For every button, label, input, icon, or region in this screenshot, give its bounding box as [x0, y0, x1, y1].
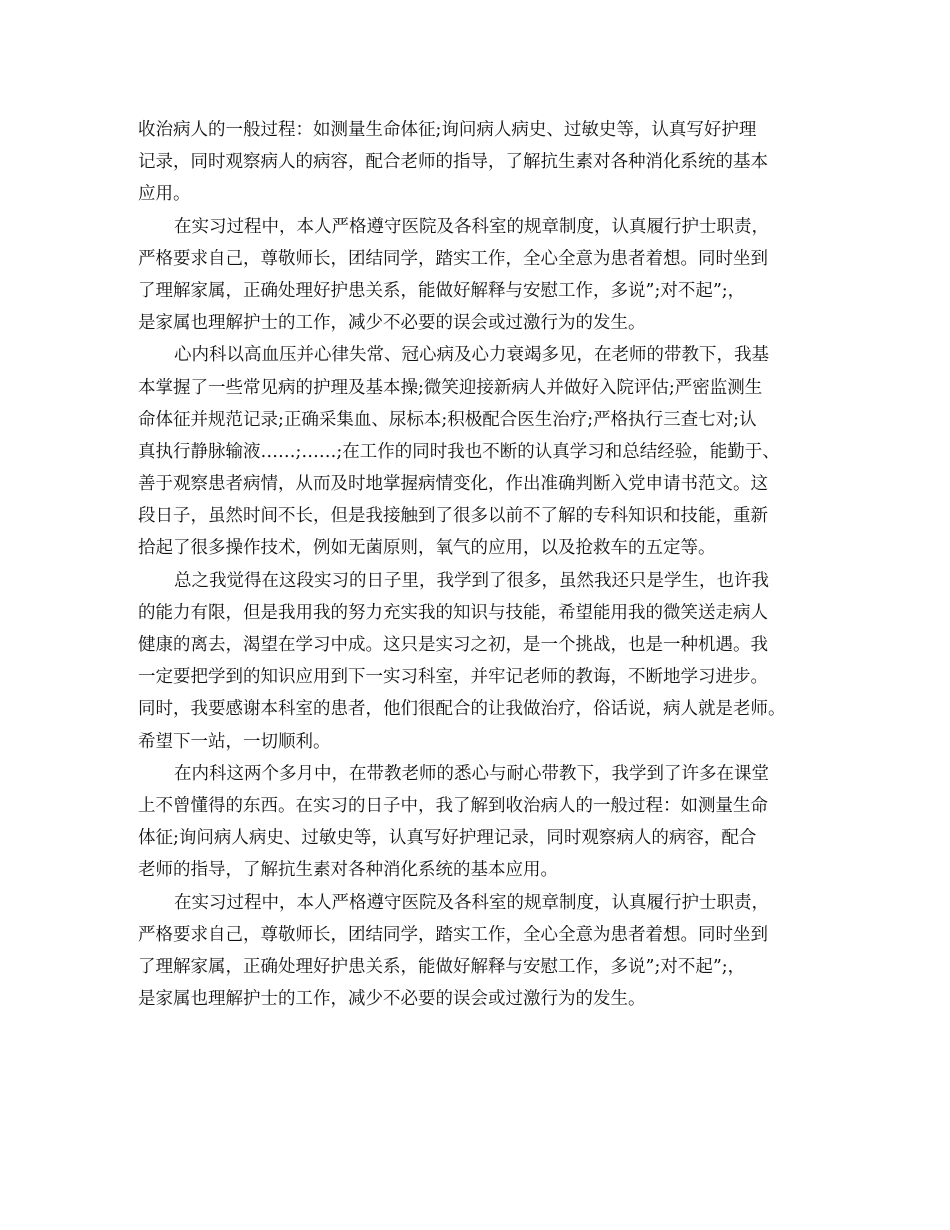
- text-line: 善于观察患者病情，从而及时地掌握病情变化，作出准确判断入党申请书范文。这: [138, 474, 768, 495]
- text-line: 心内科以高血压并心律失常、冠心病及心力衰竭多见，在老师的带教下，我基: [174, 345, 769, 366]
- text-line: 收治病人的一般过程：如测量生命体征;询问病人病史、过敏史等，认真写好护理: [138, 120, 757, 140]
- text-line: 在内科这两个多月中，在带教老师的悉心与耐心带教下，我学到了许多在课堂: [174, 763, 769, 784]
- text-line: 体征;询问病人病史、过敏史等，认真写好护理记录，同时观察病人的病容，配合: [138, 828, 757, 849]
- text-line: 在实习过程中，本人严格遵守医院及各科室的规章制度，认真履行护士职责，: [174, 892, 769, 913]
- text-line: 的能力有限，但是我用我的努力充实我的知识与技能，希望能用我的微笑送走病人: [138, 602, 768, 623]
- text-line: 上不曾懂得的东西。在实习的日子中，我了解到收治病人的一般过程：如测量生命: [138, 795, 768, 816]
- text-line: 记录，同时观察病人的病容，配合老师的指导，了解抗生素对各种消化系统的基本: [138, 152, 768, 173]
- text-line: 是家属也理解护士的工作，减少不必要的误会或过激行为的发生。: [138, 989, 646, 1010]
- text-line: 希望下一站，一切顺利。: [138, 731, 331, 752]
- text-line: 段日子，虽然时间不长，但是我接触到了很多以前不了解的专科知识和技能，重新: [138, 506, 768, 527]
- text-line: 应用。: [138, 184, 191, 205]
- text-line: 严格要求自己，尊敬师长，团结同学，踏实工作，全心全意为患者着想。同时坐到: [138, 924, 768, 945]
- text-line: 健康的离去，渴望在学习中成。这只是实习之初，是一个挑战，也是一种机遇。我: [138, 635, 768, 655]
- text-line: 在实习过程中，本人严格遵守医院及各科室的规章制度，认真履行护士职责，: [174, 216, 769, 237]
- text-line: 老师的指导，了解抗生素对各种消化系统的基本应用。: [138, 860, 558, 881]
- text-line: 一定要把学到的知识应用到下一实习科室，并牢记老师的教诲，不断地学习进步。: [138, 667, 768, 688]
- text-line: 总之我觉得在这段实习的日子里，我学到了很多，虽然我还只是学生，也许我: [174, 570, 769, 591]
- text-line: 命体征并规范记录;正确采集血、尿标本;积极配合医生治疗;严格执行三查七对;认: [138, 409, 757, 430]
- text-line: 真执行静脉输液……;……;在工作的同时我也不断的认真学习和总结经验，能勤于、: [138, 441, 780, 462]
- text-line: 是家属也理解护士的工作，减少不必要的误会或过激行为的发生。: [138, 313, 646, 334]
- text-line: 本掌握了一些常见病的护理及基本操;微笑迎接新病人并做好入院评估;严密监测生: [138, 377, 763, 398]
- document-body: [138, 114, 828, 1015]
- text-line: 了理解家属，正确处理好护患关系，能做好解释与安慰工作，多说”;对不起”;，: [138, 280, 746, 301]
- text-line: 拾起了很多操作技术，例如无菌原则，氧气的应用，以及抢救车的五定等。: [138, 538, 716, 559]
- text-line: 了理解家属，正确处理好护患关系，能做好解释与安慰工作，多说”;对不起”;，: [138, 956, 746, 977]
- text-line: 同时，我要感谢本科室的患者，他们很配合的让我做治疗，俗话说，病人就是老师。: [138, 699, 786, 720]
- text-line: 严格要求自己，尊敬师长，团结同学，踏实工作，全心全意为患者着想。同时坐到: [138, 248, 768, 269]
